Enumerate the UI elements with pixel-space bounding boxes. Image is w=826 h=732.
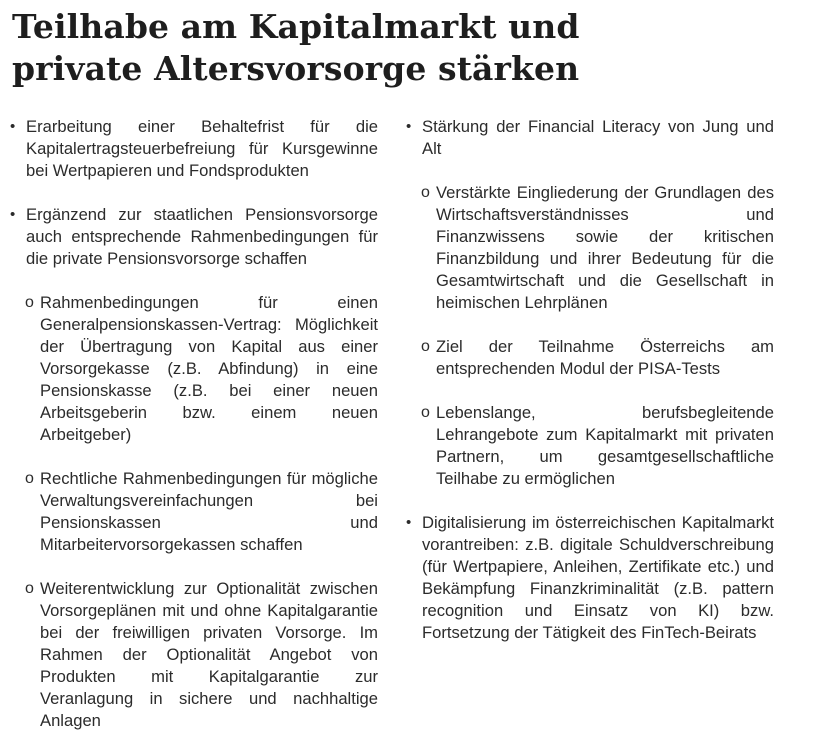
sub-list-item-text: Lebenslange, berufsbegleitende Lehrangebote zum Kapitalmarkt mit privaten Partnern, um gesamtgesellschaftliche Teilhabe zu ermöglichen xyxy=(436,403,774,488)
right-column xyxy=(406,116,774,644)
list-item-text: Stärkung der Financial Literacy von Jung und Alt xyxy=(422,117,774,158)
sub-list-item xyxy=(10,578,378,732)
left-column xyxy=(10,116,378,732)
list-item-text: Digitalisierung im österreichischen Kapitalmarkt vorantreiben: z.B. digitale Schuldverschreibung (für Wertpapiere, Anleihen, Zertifikate etc.) und Bekämpfung Finanzkriminalität (z.B. pattern recognition und Einsatz von KI) bzw. Fortsetzung der Tätigkeit des FinTech-Beirats xyxy=(422,513,774,642)
list-item-text: Ergänzend zur staatlichen Pensionsvorsorge auch entsprechende Rahmenbedingungen für die private Pensionsvorsorge schaffen xyxy=(26,205,378,268)
title-line-1: Teilhabe am Kapitalmarkt und xyxy=(12,7,580,46)
sub-list-item xyxy=(10,292,378,446)
bullet-icon: • xyxy=(10,118,16,135)
list-item-text: Erarbeitung einer Behaltefrist für die Kapitalertragsteuerbefreiung für Kursgewinne bei Wertpapieren und Fondsprodukten xyxy=(26,117,378,180)
sub-list-item-text: Ziel der Teilnahme Österreichs am entsprechenden Modul der PISA-Tests xyxy=(436,337,774,378)
sub-list-item xyxy=(10,468,378,556)
title-line-2: private Altersvorsorge stärken xyxy=(12,49,580,88)
sub-list-item xyxy=(406,336,774,380)
sub-list-item-text: Verstärkte Eingliederung der Grundlagen des Wirtschaftsverständnisses und Finanzwissens sowie der kritischen Finanzbildung und ihrer Bedeutung für die Gesamtwirtschaft und die Gesellschaft in heimischen Lehrplänen xyxy=(436,183,774,312)
circle-bullet-icon: o xyxy=(421,404,430,421)
circle-bullet-icon: o xyxy=(25,580,34,597)
bullet-icon: • xyxy=(406,514,412,531)
sub-list-item-text: Rechtliche Rahmenbedingungen für mögliche Verwaltungsvereinfachungen bei Pensionskassen und Mitarbeitervorsorgekassen schaffen xyxy=(40,469,378,554)
bullet-icon: • xyxy=(406,118,412,135)
sub-list-item-text: Weiterentwicklung zur Optionalität zwischen Vorsorgeplänen mit und ohne Kapitalgarantie bei der freiwilligen privaten Vorsorge. Im Rahmen der Optionalität Angebot von Produkten mit Kapitalgarantie zur Veranlagung in sichere und nachhaltige Anlagen xyxy=(40,579,378,730)
sub-list-item xyxy=(406,402,774,490)
list-item xyxy=(10,204,378,270)
list-item xyxy=(406,512,774,644)
sub-list-item-text: Rahmenbedingungen für einen Generalpensionskassen-Vertrag: Möglichkeit der Übertragung von Kapital aus einer Vorsorgekasse (z.B. Abfindung) in eine Pensionskasse (z.B. bei einer neuen Arbeitsgeberin bzw. einem neuen Arbeitgeber) xyxy=(40,293,378,444)
list-item xyxy=(406,116,774,160)
list-item xyxy=(10,116,378,182)
circle-bullet-icon: o xyxy=(25,294,34,311)
bullet-icon: • xyxy=(10,206,16,223)
circle-bullet-icon: o xyxy=(421,338,430,355)
page-title xyxy=(12,6,580,90)
circle-bullet-icon: o xyxy=(25,470,34,487)
circle-bullet-icon: o xyxy=(421,184,430,201)
sub-list-item xyxy=(406,182,774,314)
